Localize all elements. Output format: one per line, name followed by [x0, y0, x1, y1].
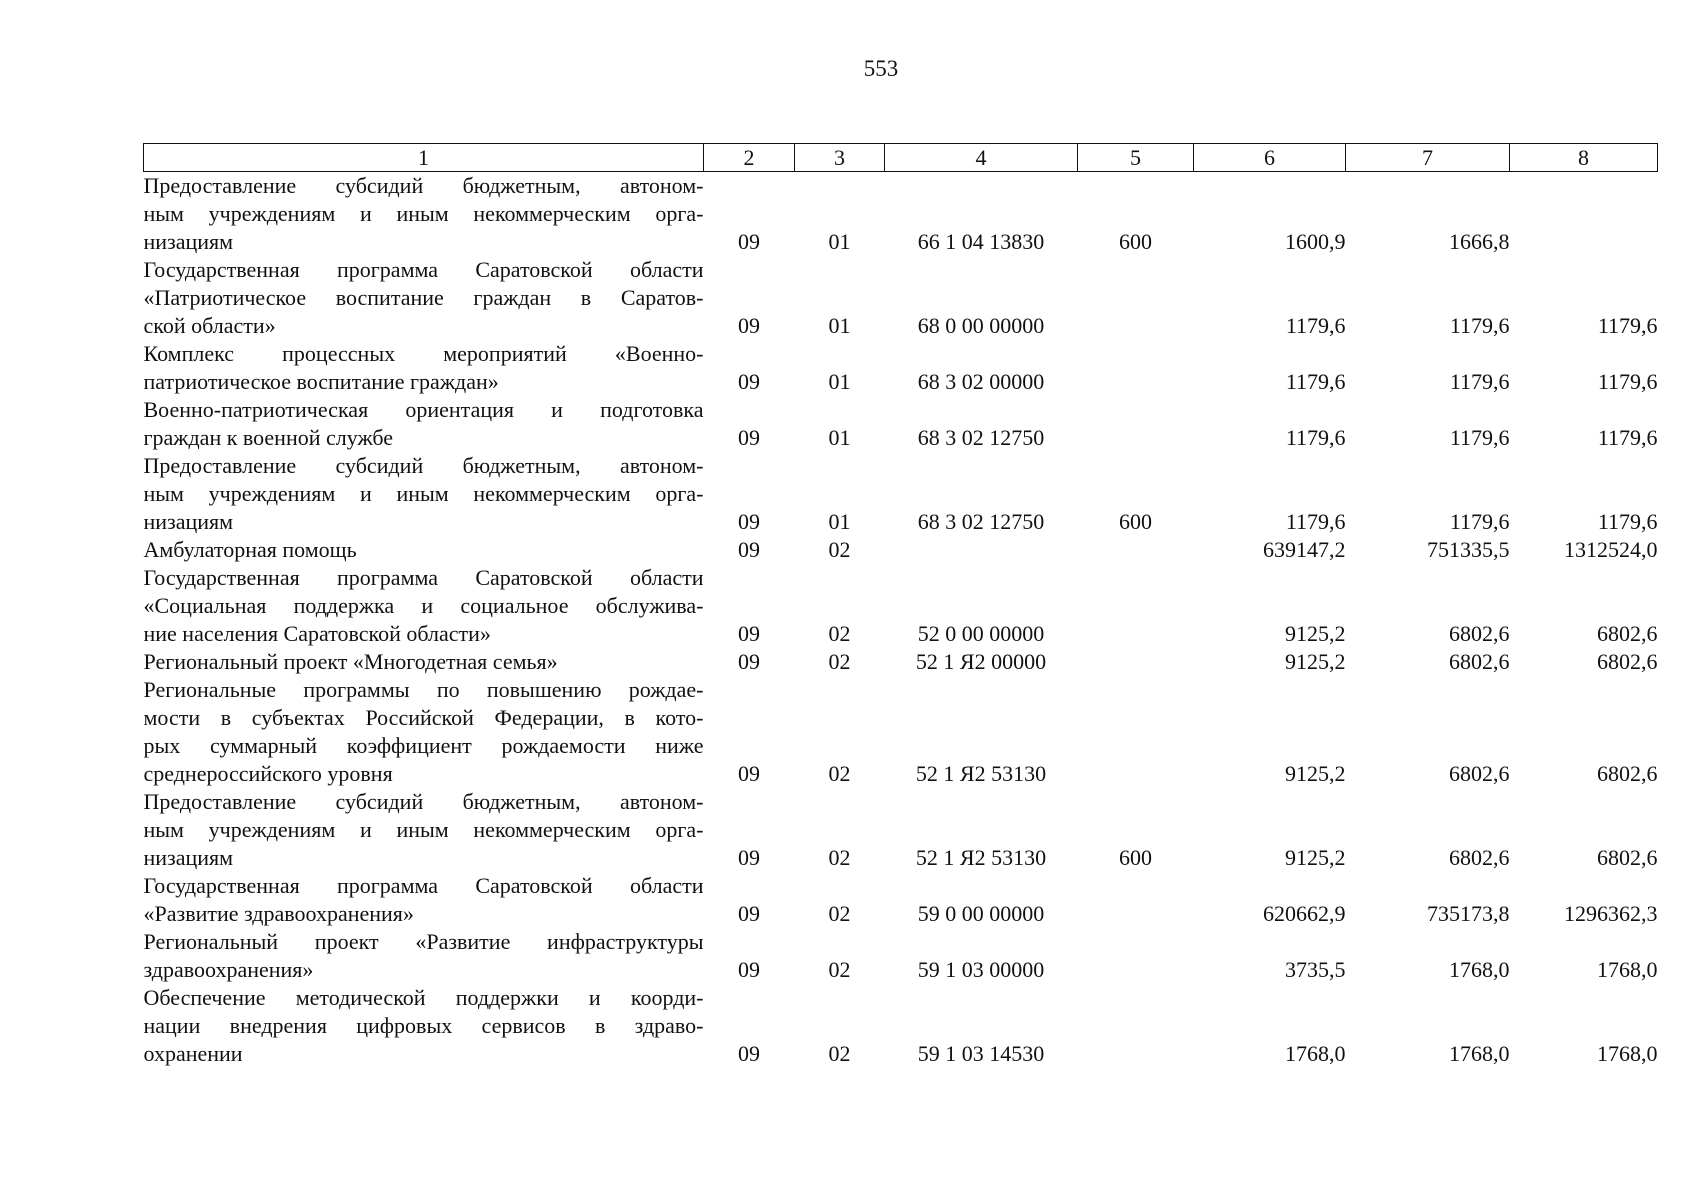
amount-col-7: 735173,8 — [1427, 901, 1510, 926]
amount-col-6: 1768,0 — [1285, 1041, 1346, 1066]
amount-col-8: 1296362,3 — [1564, 901, 1658, 926]
expense-type-code — [1078, 648, 1194, 676]
amount-col-6: 9125,2 — [1285, 649, 1346, 674]
row-description: Обеспечение методической поддержки и коорди- нации внедрения цифровых сервисов в здраво- охранении — [143, 985, 704, 1066]
amount-col-6: 9125,2 — [1285, 621, 1346, 646]
section-code: 09 — [738, 621, 760, 646]
column-header-7: 7 — [1346, 144, 1510, 172]
amount-col-7: 751335,5 — [1427, 537, 1510, 562]
target-article-code: 68 0 00 00000 — [917, 313, 1045, 338]
amount-col-6: 1600,9 — [1285, 229, 1346, 254]
section-code: 09 — [738, 761, 760, 786]
subsection-code: 02 — [828, 649, 851, 674]
row-description: Государственная программа Саратовской области «Патриотическое воспитание граждан в Саратов- ской области» — [143, 257, 704, 338]
amount-col-7: 1768,0 — [1449, 957, 1510, 982]
expense-type-code — [1078, 536, 1194, 564]
table-row — [144, 172, 1658, 257]
subsection-code: 01 — [828, 425, 851, 450]
expense-type-code — [1078, 340, 1194, 396]
table-row — [144, 340, 1658, 396]
table-row — [144, 648, 1658, 676]
amount-col-6: 1179,6 — [1285, 369, 1346, 394]
amount-col-6: 9125,2 — [1285, 761, 1346, 786]
amount-col-8: 1179,6 — [1597, 425, 1658, 450]
header-row — [144, 144, 1658, 172]
subsection-code: 01 — [828, 509, 851, 534]
amount-col-8: 1768,0 — [1597, 957, 1658, 982]
target-article-code: 52 1 Я2 53130 — [915, 845, 1047, 870]
table-row — [144, 788, 1658, 872]
target-article-code: 59 1 03 14530 — [917, 1041, 1045, 1066]
amount-col-7: 1179,6 — [1449, 425, 1510, 450]
section-code: 09 — [738, 537, 760, 562]
section-code: 09 — [738, 229, 760, 254]
target-article-code: 68 3 02 12750 — [917, 509, 1045, 534]
amount-col-8: 1179,6 — [1597, 313, 1658, 338]
expense-type-code: 600 — [1119, 509, 1152, 534]
amount-col-8: 6802,6 — [1597, 649, 1658, 674]
subsection-code: 01 — [828, 313, 851, 338]
amount-col-8: 6802,6 — [1597, 761, 1658, 786]
amount-col-7: 6802,6 — [1449, 621, 1510, 646]
table-row — [144, 256, 1658, 340]
amount-col-6: 9125,2 — [1285, 845, 1346, 870]
amount-col-8: 1312524,0 — [1564, 537, 1658, 562]
table-row — [144, 564, 1658, 648]
column-header-1: 1 — [144, 144, 704, 172]
row-description: Амбулаторная помощь — [143, 537, 357, 562]
subsection-code: 02 — [828, 621, 851, 646]
section-code: 09 — [738, 957, 760, 982]
amount-col-7: 1666,8 — [1449, 229, 1510, 254]
expense-type-code — [1078, 564, 1194, 648]
subsection-code: 02 — [828, 1041, 851, 1066]
table-row — [144, 452, 1658, 536]
target-article-code: 68 3 02 00000 — [917, 369, 1045, 394]
subsection-code: 01 — [828, 229, 851, 254]
column-header-5: 5 — [1078, 144, 1194, 172]
amount-col-8: 1768,0 — [1597, 1041, 1658, 1066]
section-code: 09 — [738, 649, 760, 674]
amount-col-7: 1179,6 — [1449, 313, 1510, 338]
target-article-code: 52 0 00 00000 — [917, 621, 1045, 646]
table-row — [144, 396, 1658, 452]
page-number: 553 — [863, 56, 899, 81]
subsection-code: 02 — [828, 901, 851, 926]
expense-type-code: 600 — [1119, 845, 1152, 870]
column-header-2: 2 — [704, 144, 795, 172]
amount-col-6: 3735,5 — [1285, 957, 1346, 982]
subsection-code: 02 — [828, 537, 851, 562]
amount-col-6: 620662,9 — [1263, 901, 1346, 926]
section-code: 09 — [738, 313, 760, 338]
table-row — [144, 676, 1658, 788]
table-header — [144, 144, 1658, 172]
target-article-code: 59 0 00 00000 — [917, 901, 1045, 926]
row-description: Государственная программа Саратовской области «Социальная поддержка и социальное обслужива- ние населения Саратовской области» — [143, 565, 704, 646]
amount-col-8: 1179,6 — [1597, 369, 1658, 394]
table-row — [144, 984, 1658, 1068]
amount-col-6: 1179,6 — [1285, 313, 1346, 338]
expense-type-code — [1078, 984, 1194, 1068]
row-description: Предоставление субсидий бюджетным, автоном- ным учреждениям и иным некоммерческим орга- низациям — [143, 789, 704, 870]
expense-type-code — [1078, 872, 1194, 928]
target-article-code: 52 1 Я2 53130 — [915, 761, 1047, 786]
row-description: Предоставление субсидий бюджетным, автоном- ным учреждениям и иным некоммерческим орга- низациям — [143, 453, 704, 534]
expense-type-code — [1078, 256, 1194, 340]
table-body — [144, 172, 1658, 1069]
budget-table — [143, 143, 1658, 1068]
subsection-code: 02 — [828, 845, 851, 870]
target-article-code: 66 1 04 13830 — [917, 229, 1045, 254]
subsection-code: 01 — [828, 369, 851, 394]
target-article-code: 68 3 02 12750 — [917, 425, 1045, 450]
column-header-4: 4 — [885, 144, 1078, 172]
amount-col-8: 6802,6 — [1597, 845, 1658, 870]
row-description: Военно-патриотическая ориентация и подготовка граждан к военной службе — [143, 397, 704, 450]
section-code: 09 — [738, 369, 760, 394]
target-article-code: 52 1 Я2 00000 — [915, 649, 1047, 674]
amount-col-7: 6802,6 — [1449, 761, 1510, 786]
amount-col-7: 6802,6 — [1449, 649, 1510, 674]
row-description: Региональный проект «Многодетная семья» — [143, 649, 558, 674]
row-description: Региональный проект «Развитие инфраструктуры здравоохранения» — [143, 929, 704, 982]
section-code: 09 — [738, 901, 760, 926]
amount-col-7: 6802,6 — [1449, 845, 1510, 870]
amount-col-7: 1179,6 — [1449, 369, 1510, 394]
section-code: 09 — [738, 425, 760, 450]
row-description: Комплекс процессных мероприятий «Военно- патриотическое воспитание граждан» — [143, 341, 704, 394]
column-header-6: 6 — [1194, 144, 1346, 172]
amount-col-6: 639147,2 — [1263, 537, 1346, 562]
section-code: 09 — [738, 845, 760, 870]
target-article-code — [885, 536, 1078, 564]
amount-col-7: 1768,0 — [1449, 1041, 1510, 1066]
expense-type-code — [1078, 676, 1194, 788]
expense-type-code — [1078, 396, 1194, 452]
section-code: 09 — [738, 1041, 760, 1066]
subsection-code: 02 — [828, 761, 851, 786]
expense-type-code: 600 — [1119, 229, 1152, 254]
amount-col-8: 6802,6 — [1597, 621, 1658, 646]
column-header-8: 8 — [1510, 144, 1658, 172]
amount-col-7: 1179,6 — [1449, 509, 1510, 534]
subsection-code: 02 — [828, 957, 851, 982]
amount-col-6: 1179,6 — [1285, 509, 1346, 534]
amount-col-8: 1179,6 — [1597, 509, 1658, 534]
amount-col-6: 1179,6 — [1285, 425, 1346, 450]
target-article-code: 59 1 03 00000 — [917, 957, 1045, 982]
row-description: Государственная программа Саратовской области «Развитие здравоохранения» — [143, 873, 704, 926]
row-description: Предоставление субсидий бюджетным, автоном- ным учреждениям и иным некоммерческим орга- низациям — [143, 173, 704, 254]
column-header-3: 3 — [795, 144, 885, 172]
table-row — [144, 928, 1658, 984]
table-row — [144, 536, 1658, 564]
row-description: Региональные программы по повышению рождае- мости в субъектах Российской Федерации, в кото- рых суммарный коэффициент рождаемости ниже среднероссийского уровня — [143, 677, 704, 786]
expense-type-code — [1078, 928, 1194, 984]
amount-col-8 — [1510, 172, 1658, 257]
section-code: 09 — [738, 509, 760, 534]
table-row — [144, 872, 1658, 928]
